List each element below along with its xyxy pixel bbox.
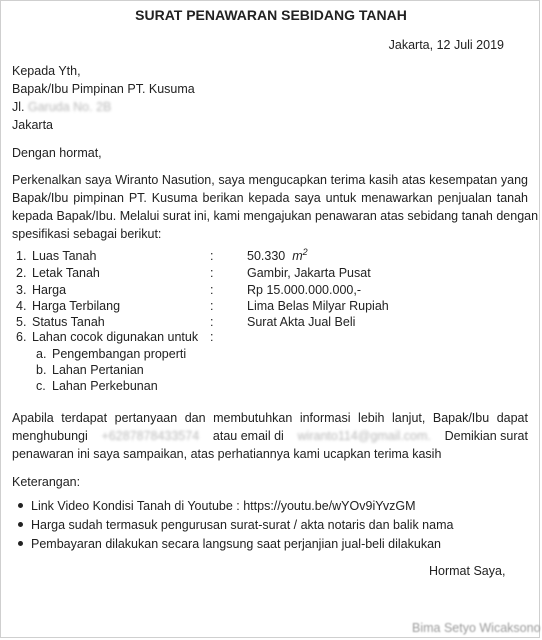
address-prefix: Jl. [12, 100, 25, 114]
spec-value: Rp 15.000.000.000,- [247, 283, 361, 297]
spec-num: 6. [16, 330, 27, 344]
recipient-address [12, 99, 111, 115]
closing-end-text: Demikian surat [444, 429, 528, 443]
use-text: Pengembangan properti [52, 347, 187, 361]
closing-contact-text: menghubungi [12, 429, 88, 443]
spec-colon: : [210, 266, 214, 280]
note-item: Harga sudah termasuk pengurusan surat-surat / akta notaris dan balik nama [31, 518, 454, 532]
use-letter: c. [36, 379, 46, 393]
note-item: Pembayaran dilakukan secara langsung saat perjanjian jual-beli dilakukan [31, 537, 441, 551]
spec-label: Status Tanah [32, 315, 105, 329]
notes-title: Keterangan: [12, 475, 81, 489]
spec-num: 2. [16, 266, 27, 280]
recipient-city: Jakarta [12, 118, 53, 132]
sign-off: Hormat Saya, [429, 564, 506, 578]
use-text: Lahan Pertanian [52, 363, 144, 377]
closing-line2 [12, 428, 528, 444]
recipient-line2: Bapak/Ibu Pimpinan PT. Kusuma [12, 82, 195, 96]
area-value: 50.330 [247, 249, 286, 263]
area-unit: m [292, 249, 303, 263]
intro-line3: kepada Bapak/Ibu. Melalui surat ini, kami mengajukan penawaran atas sebidang tanah dengan [12, 209, 539, 223]
use-letter: a. [36, 347, 47, 361]
recipient-line1: Kepada Yth, [12, 64, 81, 78]
spec-num: 5. [16, 315, 27, 329]
spec-value-area [247, 248, 308, 264]
closing-line3: penawaran ini saya sampaikan, atas perhatiannya kami ucapkan terima kasih [12, 447, 442, 461]
closing-line1: Apabila terdapat pertanyaan dan membutuhkan informasi lebih lanjut, Bapak/Ibu dapat [12, 411, 528, 425]
bullet-icon [16, 536, 26, 546]
area-unit-exp: 2 [302, 247, 308, 257]
use-letter: b. [36, 363, 47, 377]
spec-colon: : [210, 299, 214, 313]
place-date: Jakarta, 12 Juli 2019 [388, 38, 504, 52]
spec-value: Surat Akta Jual Beli [247, 315, 356, 329]
phone-redacted: +6287878433574 [101, 429, 200, 443]
spec-colon: : [210, 330, 214, 344]
intro-line2: Bapak/Ibu pimpinan PT. Kusuma berikan kepada saya untuk menawarkan penjualan tanah [12, 191, 528, 205]
spec-label: Lahan cocok digunakan untuk [32, 330, 199, 344]
spec-num: 3. [16, 283, 27, 297]
spec-label: Letak Tanah [32, 266, 100, 280]
bullet-icon [16, 498, 26, 508]
intro-line4: spesifikasi sebagai berikut: [12, 227, 162, 241]
signer-name-redacted: Bima Setyo Wicaksono [412, 621, 541, 635]
spec-label: Harga [32, 283, 67, 297]
note-item: Link Video Kondisi Tanah di Youtube : https://youtu.be/wYOv9iYvzGM [31, 499, 416, 513]
spec-num: 4. [16, 299, 27, 313]
greeting: Dengan hormat, [12, 146, 102, 160]
closing-email-text: atau email di [212, 429, 284, 443]
use-text: Lahan Perkebunan [52, 379, 158, 393]
spec-colon: : [210, 283, 214, 297]
spec-label: Luas Tanah [32, 249, 97, 263]
spec-colon: : [210, 315, 214, 329]
email-redacted: wiranto114@gmail.com. [297, 429, 431, 443]
bullet-icon [16, 517, 26, 527]
address-redacted: Garuda No. 2B [27, 100, 112, 114]
spec-value: Lima Belas Milyar Rupiah [247, 299, 389, 313]
spec-num: 1. [16, 249, 27, 263]
spec-label: Harga Terbilang [32, 299, 121, 313]
letter-title: SURAT PENAWARAN SEBIDANG TANAH [135, 7, 407, 23]
spec-colon: : [210, 249, 214, 263]
intro-line1: Perkenalkan saya Wiranto Nasution, saya mengucapkan terima kasih atas kesempatan yang [12, 173, 528, 187]
spec-value: Gambir, Jakarta Pusat [247, 266, 371, 280]
